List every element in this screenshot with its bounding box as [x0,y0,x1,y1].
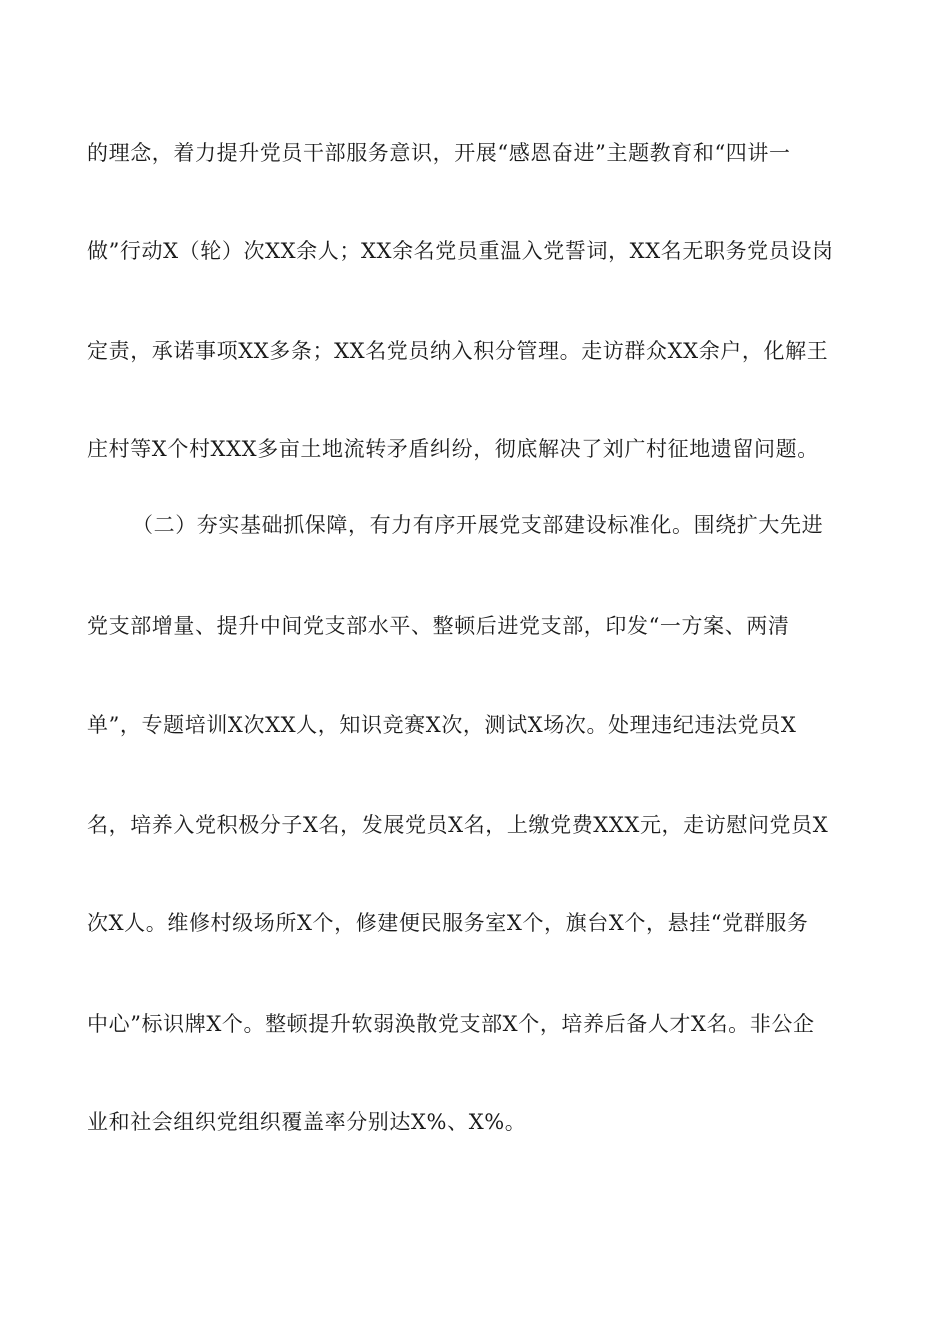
section-heading-line: （二）夯实基础抓保障，有力有序开展党支部建设标准化。围绕扩大先进 [132,513,824,537]
paragraph-line: 做”行动X（轮）次XX余人；XX余名党员重温入党誓词，XX名无职务党员设岗 [87,239,834,263]
paragraph-line: 党支部增量、提升中间党支部水平、整顿后进党支部，印发“一方案、两清 [87,614,790,638]
paragraph-line: 中心”标识牌X个。整顿提升软弱涣散党支部X个，培养后备人才X名。非公企 [87,1012,815,1036]
paragraph-line: 名，培养入党积极分子X名，发展党员X名，上缴党费XXX元，走访慰问党员X [87,813,829,837]
paragraph-line: 次X人。维修村级场所X个，修建便民服务室X个，旗台X个，悬挂“党群服务 [87,911,809,935]
paragraph-line: 庄村等X个村XXX多亩土地流转矛盾纠纷，彻底解决了刘广村征地遗留问题。 [87,437,819,461]
paragraph-line: 单”，专题培训X次XX人，知识竞赛X次，测试X场次。处理违纪违法党员X [87,713,797,737]
paragraph-line: 业和社会组织党组织覆盖率分别达X%、X%。 [87,1110,527,1134]
paragraph-line: 定责，承诺事项XX多条；XX名党员纳入积分管理。走访群众XX余户，化解王 [87,339,829,363]
paragraph-line: 的理念，着力提升党员干部服务意识，开展“感恩奋进”主题教育和“四讲一 [87,141,791,165]
